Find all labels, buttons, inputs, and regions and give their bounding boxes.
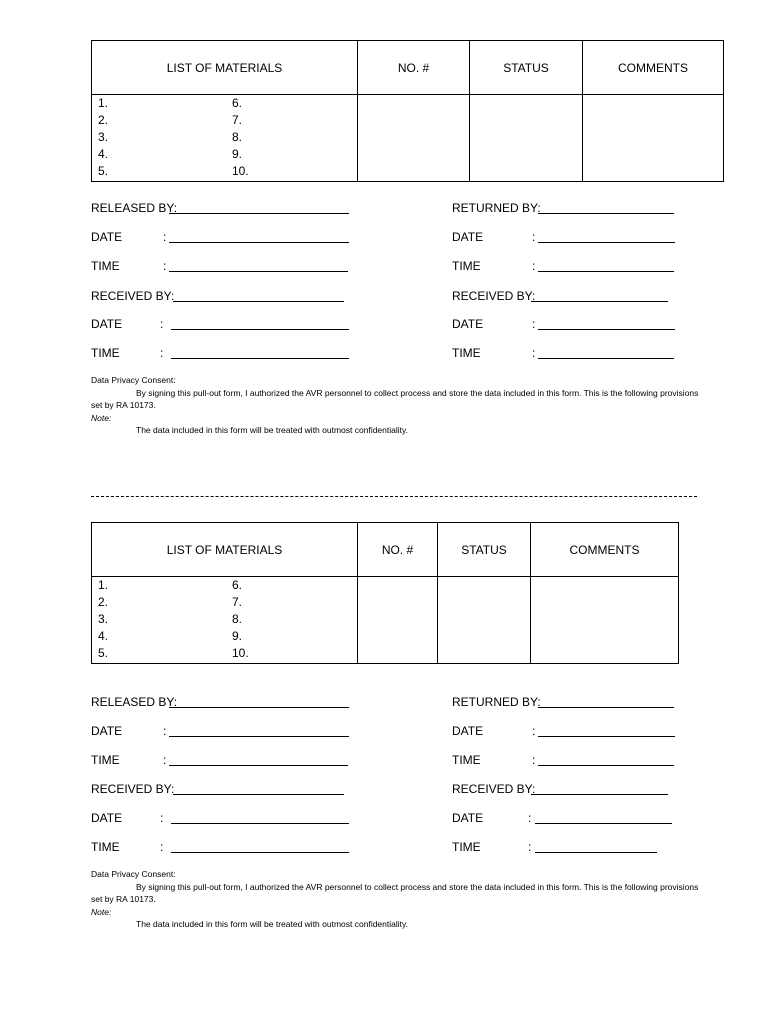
colon: : [532, 346, 536, 360]
colon: : [532, 317, 536, 331]
time-line[interactable] [535, 840, 657, 853]
released-by-line[interactable] [169, 695, 349, 708]
date-label: DATE [91, 317, 123, 331]
time-line[interactable] [169, 753, 348, 766]
date-line[interactable] [538, 230, 675, 243]
date-label: DATE [452, 724, 484, 738]
received-by-label: RECEIVED BY: [91, 289, 175, 303]
status-cell[interactable] [438, 577, 531, 664]
note-text: The data included in this form will be treated with outmost confidentiality. [136, 919, 408, 929]
date-label: DATE [452, 317, 484, 331]
header-list-of-materials: LIST OF MATERIALS [92, 523, 358, 577]
item-number: 2. [98, 113, 109, 127]
no-cell[interactable] [358, 577, 438, 664]
note-text: The data included in this form will be treated with outmost confidentiality. [136, 425, 408, 435]
time-line[interactable] [538, 753, 674, 766]
privacy-title: Data Privacy Consent: [91, 869, 176, 879]
time-label: TIME [91, 346, 120, 360]
received-by-line[interactable] [531, 782, 668, 795]
header-list-of-materials: LIST OF MATERIALS [92, 41, 358, 95]
date-line[interactable] [169, 230, 349, 243]
colon: : [532, 753, 536, 767]
note-label: Note: [91, 906, 112, 917]
time-label: TIME [452, 346, 481, 360]
item-number: 9. [232, 629, 243, 643]
colon: : [532, 230, 536, 244]
item-number: 7. [232, 595, 243, 609]
colon: : [163, 724, 167, 738]
received-by-label: RECEIVED BY: [452, 782, 536, 796]
time-label: TIME [91, 259, 120, 273]
item-number: 10. [232, 164, 249, 178]
colon: : [532, 724, 536, 738]
item-number: 6. [232, 578, 243, 592]
time-label: TIME [452, 840, 481, 854]
time-label: TIME [452, 753, 481, 767]
item-number: 3. [98, 612, 109, 626]
date-line[interactable] [171, 317, 349, 330]
released-by-label: RELEASED BY: [91, 201, 178, 215]
date-label: DATE [452, 230, 484, 244]
date-line[interactable] [535, 811, 672, 824]
released-by-line[interactable] [169, 201, 349, 214]
header-no: NO. # [358, 523, 438, 577]
time-line[interactable] [538, 259, 674, 272]
item-number: 6. [232, 96, 243, 110]
colon: : [163, 259, 167, 273]
colon: : [160, 840, 164, 854]
item-number: 9. [232, 147, 243, 161]
colon: : [528, 840, 532, 854]
colon: : [532, 259, 536, 273]
item-number: 2. [98, 595, 109, 609]
privacy-consent-block [91, 374, 711, 437]
date-line[interactable] [538, 317, 675, 330]
released-by-label: RELEASED BY: [91, 695, 178, 709]
item-number: 10. [232, 646, 249, 660]
received-by-line[interactable] [173, 289, 344, 302]
date-line[interactable] [171, 811, 349, 824]
received-by-label: RECEIVED BY: [452, 289, 536, 303]
time-line[interactable] [538, 346, 674, 359]
time-line[interactable] [171, 840, 349, 853]
time-label: TIME [452, 259, 481, 273]
received-by-label: RECEIVED BY: [91, 782, 175, 796]
item-number: 8. [232, 130, 243, 144]
item-number: 3. [98, 130, 109, 144]
header-no: NO. # [358, 41, 470, 95]
item-number: 1. [98, 578, 109, 592]
header-comments: COMMENTS [583, 41, 724, 95]
header-comments: COMMENTS [531, 523, 679, 577]
returned-by-label: RETURNED BY: [452, 695, 541, 709]
item-number: 4. [98, 629, 109, 643]
comments-cell[interactable] [583, 95, 724, 182]
colon: : [163, 753, 167, 767]
materials-table-1 [91, 40, 724, 182]
item-number: 5. [98, 164, 109, 178]
materials-list-cell[interactable] [92, 577, 358, 664]
privacy-title: Data Privacy Consent: [91, 375, 176, 385]
item-number: 7. [232, 113, 243, 127]
colon: : [160, 346, 164, 360]
returned-by-line[interactable] [538, 695, 674, 708]
item-number: 8. [232, 612, 243, 626]
item-number: 5. [98, 646, 109, 660]
time-line[interactable] [171, 346, 349, 359]
date-label: DATE [452, 811, 484, 825]
returned-by-line[interactable] [538, 201, 674, 214]
item-number: 1. [98, 96, 109, 110]
colon: : [528, 811, 532, 825]
comments-cell[interactable] [531, 577, 679, 664]
colon: : [160, 317, 164, 331]
colon: : [163, 230, 167, 244]
time-label: TIME [91, 753, 120, 767]
status-cell[interactable] [470, 95, 583, 182]
privacy-body: By signing this pull-out form, I authorized the AVR personnel to collect process and store the data included in this form. This is the following provisions set by RA 10173. [91, 881, 699, 904]
date-line[interactable] [538, 724, 675, 737]
materials-list-cell[interactable] [92, 95, 358, 182]
time-line[interactable] [169, 259, 348, 272]
time-label: TIME [91, 840, 120, 854]
colon: : [160, 811, 164, 825]
privacy-body: By signing this pull-out form, I authorized the AVR personnel to collect process and store the data included in this form. This is the following provisions set by RA 10173. [91, 387, 699, 410]
received-by-line[interactable] [531, 289, 668, 302]
note-label: Note: [91, 412, 112, 423]
returned-by-label: RETURNED BY: [452, 201, 541, 215]
privacy-consent-block [91, 868, 711, 931]
no-cell[interactable] [358, 95, 470, 182]
item-number: 4. [98, 147, 109, 161]
received-by-line[interactable] [173, 782, 344, 795]
header-status: STATUS [438, 523, 531, 577]
materials-table-2 [91, 522, 679, 664]
date-label: DATE [91, 230, 123, 244]
header-status: STATUS [470, 41, 583, 95]
cut-line-divider [91, 496, 697, 497]
date-label: DATE [91, 724, 123, 738]
date-label: DATE [91, 811, 123, 825]
date-line[interactable] [169, 724, 349, 737]
